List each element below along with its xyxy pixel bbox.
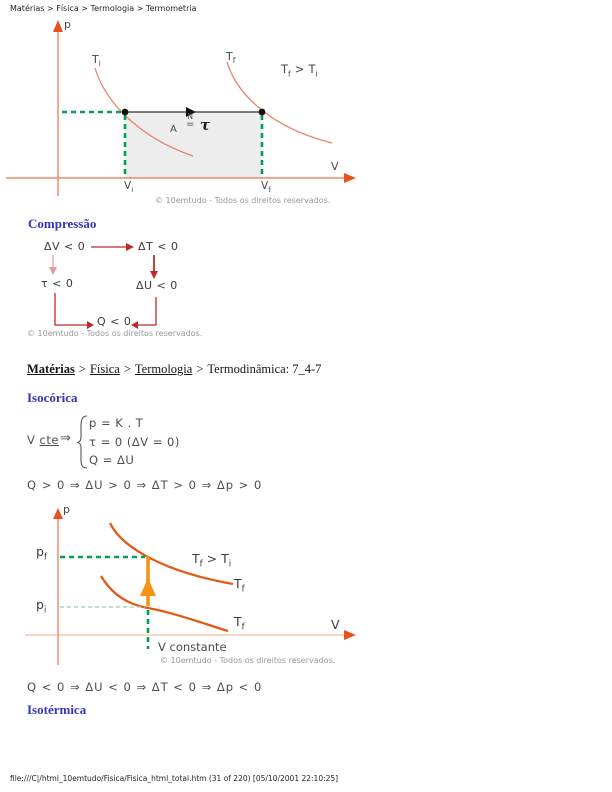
graph1-inequality-label: $T_f > T_i$ — [281, 62, 318, 79]
footer-file-path: file:///C|/html_10emtudo/Fisica/Fisica_html_total.htm (31 of 220) [05/10/2001 22:10:25] — [10, 774, 339, 783]
flow-arrow-du-to-q-head-icon — [131, 321, 138, 329]
graph1-area-a-label: A — [170, 124, 177, 135]
graph1-final-state-point — [259, 109, 266, 116]
equation-line-2: τ = 0 (ΔV = 0) — [89, 435, 180, 449]
flow-arrow-tau-to-q-head-icon — [87, 321, 94, 329]
breadcrumb-link-materias[interactable]: Matérias — [27, 362, 75, 376]
flow-arrow-tau-to-q — [55, 293, 88, 325]
equation-brace — [77, 416, 87, 468]
equation-chain-positive: Q > 0 ⇒ ΔU > 0 ⇒ ΔT > 0 ⇒ Δp > 0 — [27, 478, 263, 492]
implies-symbol: ⇒ — [60, 431, 72, 446]
graph1-copyright: © 10emtudo - Todos os direitos reservados. — [155, 196, 331, 205]
breadcrumb-links: Matérias > Física > Termologia > Termodinâmica: 7_4-7 — [27, 362, 322, 376]
graph2-isochoric-arrow-icon — [140, 578, 156, 596]
graph1-tau-symbol: τ — [200, 116, 211, 134]
graph2-isotherm-lower-curve — [101, 576, 228, 631]
equation-line-3: Q = ΔU — [89, 453, 135, 467]
breadcrumb-top: Matérias > Física > Termologia > Termometria — [10, 4, 197, 13]
flow-arrow-du-to-q — [137, 297, 156, 325]
flow-node-delta-v: ΔV < 0 — [44, 240, 86, 253]
section-heading-isotermica: Isotérmica — [27, 702, 87, 717]
equation-line-1: p = K . T — [89, 416, 144, 430]
graph1-tf-label: $T_f$ — [226, 50, 236, 66]
section-heading-compressao: Compressão — [28, 216, 97, 231]
flow-node-delta-u: ΔU < 0 — [136, 279, 178, 292]
graph2-inequality-label: $T_f > T_i$ — [192, 551, 232, 570]
breadcrumb-link-termologia[interactable]: Termologia — [134, 362, 193, 376]
graph1-ti-label: $T_i$ — [92, 53, 101, 69]
graph2-pf-label: $p_f$ — [36, 544, 47, 563]
graph2-copyright: © 10emtudo - Todos os direitos reservados. — [160, 656, 336, 665]
flow-node-tau: τ < 0 — [41, 277, 74, 290]
flow-arrow-dv-to-dt-head-icon — [126, 243, 134, 251]
graph2-p-axis-arrow-icon — [53, 508, 63, 519]
breadcrumb-link-fisica[interactable]: Física — [89, 362, 120, 376]
equation-chain-negative: Q < 0 ⇒ ΔU < 0 ⇒ ΔT < 0 ⇒ Δp < 0 — [27, 680, 263, 694]
graph2-pi-label: $p_i$ — [36, 597, 47, 616]
compressao-copyright: © 10emtudo - Todos os direitos reservados. — [27, 329, 203, 338]
graph2-v-axis-arrow-icon — [344, 630, 356, 640]
breadcrumb-current-page: Termodinâmica: 7_4-7 — [207, 362, 322, 376]
graph2-v-constante-label: V constante — [158, 640, 227, 654]
graph2-upper-curve-label: $T_f$ — [234, 576, 245, 595]
graph1-vi-label: $V_i$ — [124, 180, 134, 195]
graph1-initial-state-point — [122, 109, 129, 116]
graph1-vf-label: $V_f$ — [261, 180, 271, 195]
flow-node-q: Q < 0 — [97, 315, 132, 328]
graph1-p-axis-arrow-icon — [53, 20, 63, 32]
flow-node-delta-t: ΔT < 0 — [138, 240, 179, 253]
section-heading-isocorica: Isocórica — [27, 390, 78, 405]
graph1-p-axis-label: p — [64, 18, 71, 31]
graph2-v-axis-label: V — [331, 617, 340, 632]
graph1-v-axis-label: V — [331, 160, 339, 173]
graph1-numeric-equal-symbol: N = — [186, 112, 195, 130]
equation-lhs: V cte — [27, 433, 59, 447]
graph2-lower-curve-label: $T_f$ — [234, 614, 245, 633]
graph2-p-axis-label: p — [63, 503, 70, 516]
flow-arrow-dv-to-tau-head-icon — [49, 267, 57, 275]
flow-arrow-dt-to-du-head-icon — [150, 271, 158, 279]
graph1-v-axis-arrow-icon — [344, 173, 356, 183]
